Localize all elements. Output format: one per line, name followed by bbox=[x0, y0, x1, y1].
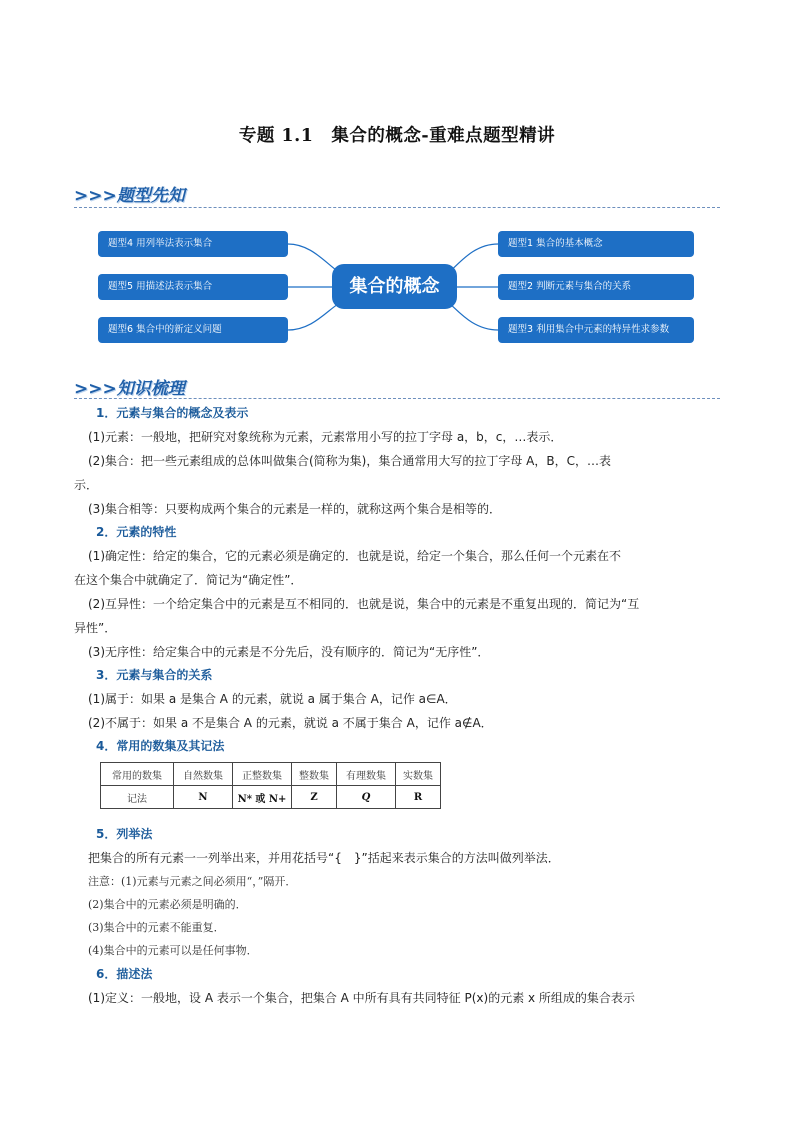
note: (3)集合中的元素不能重复． bbox=[88, 921, 225, 934]
note: 注意：(1)元素与元素之间必须用“，”隔开． bbox=[88, 875, 297, 888]
paragraph: (1)确定性：给定的集合，它的元素必须是确定的．也就是说，给定一个集合，那么任何一个元素在不 bbox=[88, 549, 622, 563]
mindmap-node-type6: 题型6 集合中的新定义问题 bbox=[98, 317, 288, 343]
paragraph: (2)不属于：如果 a 不是集合 A 的元素，就说 a 不属于集合 A，记作 a∉A． bbox=[88, 716, 493, 730]
paragraph: (3)无序性：给定集合中的元素是不分先后，没有顺序的．简记为“无序性”． bbox=[88, 645, 490, 659]
page-title: 专题 1.1 集合的概念-重难点题型精讲 bbox=[238, 126, 556, 146]
table-cell-symbol: N* 或 N+ bbox=[233, 786, 292, 809]
paragraph: 把集合的所有元素一一列举出来，并用花括号“{ }”括起来表示集合的方法叫做列举法． bbox=[88, 851, 560, 865]
section-header-knowledge: >>>知识梳理 bbox=[74, 379, 185, 399]
paragraph: (1)定义：一般地，设 A 表示一个集合，把集合 A 中所有具有共同特征 P(x)的元素 x 所组成的集合表示 bbox=[88, 991, 635, 1005]
heading-enumeration: 5．列举法 bbox=[96, 827, 153, 841]
paragraph: (1)属于：如果 a 是集合 A 的元素，就说 a 属于集合 A，记作 a∈A． bbox=[88, 692, 457, 706]
table-header-cell: 有理数集 bbox=[337, 763, 396, 786]
note: (2)集合中的元素必须是明确的． bbox=[88, 898, 247, 911]
paragraph: (2)集合：把一些元素组成的总体叫做集合(简称为集)，集合通常用大写的拉丁字母 A，B，C，…表 bbox=[88, 454, 611, 468]
mindmap-center: 集合的概念 bbox=[332, 264, 457, 309]
table-cell-label: 记法 bbox=[101, 786, 174, 809]
table-cell-symbol: N bbox=[174, 786, 233, 809]
table-row bbox=[101, 786, 441, 809]
paragraph: (2)互异性：一个给定集合中的元素是互不相同的．也就是说，集合中的元素是不重复出现的．简记为“互 bbox=[88, 597, 640, 611]
table-header-cell: 正整数集 bbox=[233, 763, 292, 786]
mindmap-node-type5: 题型5 用描述法表示集合 bbox=[98, 274, 288, 300]
number-sets-table bbox=[100, 762, 441, 809]
table-cell-symbol: R bbox=[396, 786, 441, 809]
note: (4)集合中的元素可以是任何事物． bbox=[88, 944, 258, 957]
paragraph: 异性”． bbox=[74, 621, 117, 635]
section-divider bbox=[74, 398, 720, 399]
heading-element-properties: 2．元素的特性 bbox=[96, 525, 177, 539]
table-header-cell: 自然数集 bbox=[174, 763, 233, 786]
mindmap-node-type2: 题型2 判断元素与集合的关系 bbox=[498, 274, 694, 300]
table-header-cell: 整数集 bbox=[292, 763, 337, 786]
table-cell-symbol: Z bbox=[292, 786, 337, 809]
mindmap-node-type3: 题型3 利用集合中元素的特异性求参数 bbox=[498, 317, 694, 343]
paragraph: 示． bbox=[74, 478, 99, 492]
paragraph: 在这个集合中就确定了．简记为“确定性”． bbox=[74, 573, 303, 587]
paragraph: (3)集合相等：只要构成两个集合的元素是一样的，就称这两个集合是相等的． bbox=[88, 502, 502, 516]
table-header-cell: 实数集 bbox=[396, 763, 441, 786]
mindmap-node-type1: 题型1 集合的基本概念 bbox=[498, 231, 694, 257]
mindmap-node-type4: 题型4 用列举法表示集合 bbox=[98, 231, 288, 257]
table-cell-symbol: Q bbox=[337, 786, 396, 809]
heading-number-sets: 4．常用的数集及其记法 bbox=[96, 739, 225, 753]
heading-description: 6．描述法 bbox=[96, 967, 153, 981]
heading-elements-sets: 1．元素与集合的概念及表示 bbox=[96, 406, 249, 420]
paragraph: (1)元素：一般地，把研究对象统称为元素，元素常用小写的拉丁字母 a，b，c，…表示． bbox=[88, 430, 563, 444]
table-header-cell: 常用的数集 bbox=[101, 763, 174, 786]
table-row bbox=[101, 763, 441, 786]
heading-membership: 3．元素与集合的关系 bbox=[96, 668, 213, 682]
section-header-preview: >>>题型先知 bbox=[74, 186, 185, 206]
